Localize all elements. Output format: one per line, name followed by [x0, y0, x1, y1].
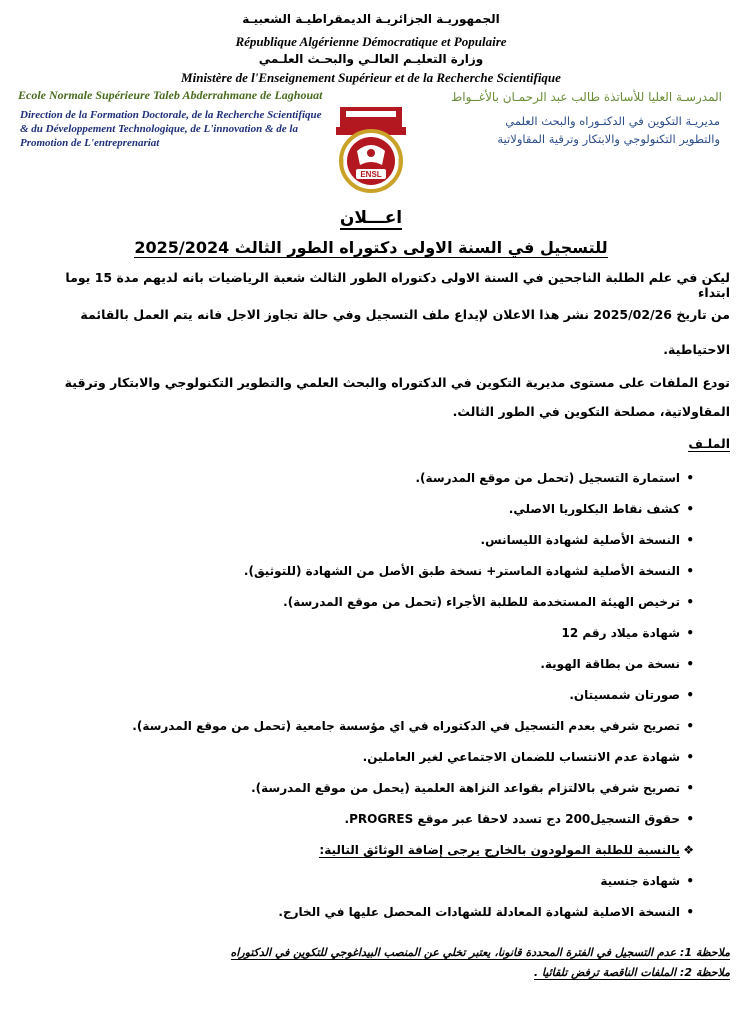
list-item: • تصريح شرفي بعدم التسجيل في الدكتوراه في اي مؤسسة جامعية (تحمل من موقع المدرسة). — [54, 711, 694, 742]
list-item: • شهادة عدم الانتساب للضمان الاجتماعي لغير العاملين. — [54, 742, 694, 773]
bullet-icon: • — [686, 750, 694, 764]
bullet-icon: • — [686, 781, 694, 795]
direction-fr: Direction de la Formation Doctorale, de la Recherche Scientifique & du Développement Technologique, de L'innovation & de la Promotion de L'entreprenariat — [20, 109, 322, 149]
bullet-icon: • — [686, 874, 694, 888]
paragraph-2-line-1: تودع الملفات على مستوى مديرية التكوين في الدكتوراه والبحث العلمي والتطوير التكنولوجي والابتكار وترقية — [64, 375, 730, 390]
bullet-icon: • — [686, 564, 694, 578]
ministry-fr: Ministère de l'Enseignement Supérieur et de la Recherche Scientifique — [181, 70, 561, 85]
abroad-heading: ❖ بالنسبة للطلبة المولودون بالخارج يرجى إضافة الوثائق التالية: — [54, 835, 694, 866]
list-item: • كشف نقاط البكلوريا الاصلي. — [54, 494, 694, 525]
note-2: ملاحظة 2: الملفات الناقصة ترفض تلقائيا . — [533, 966, 730, 979]
bullet-icon: • — [686, 533, 694, 547]
ensl-seal-icon — [332, 105, 410, 197]
republic-ar: الجمهوريـة الجزائريـة الديمقراطيـة الشعبيـة — [242, 12, 500, 26]
list-item: • تصريح شرفي بالالتزام بقواعد النزاهة العلمية (يحمل من موقع المدرسة). — [54, 773, 694, 804]
list-item: • حقوق التسجيل200 دج تسدد لاحقا عبر موقع PROGRES. — [54, 804, 694, 835]
announcement-subtitle: للتسجيل في السنة الاولى دكتوراه الطور الثالث 2025/2024 — [134, 238, 608, 257]
list-item: • ترخيص الهيئة المستخدمة للطلبة الأجراء (تحمل من موقع المدرسة). — [54, 587, 694, 618]
announcement-title: اعـــلان — [339, 208, 403, 228]
paragraph-1-line-2: من تاريخ 2025/02/26 نشر هذا الاعلان لإيداع ملف التسجيل وفي حالة تجاوز الاجل فانه يتم العمل بالقائمة — [80, 307, 730, 322]
direction-ar-line2: والتطوير التكنولوجي والابتكار وترقية المقاولاتية — [497, 132, 720, 146]
direction-ar-line1: مديريـة التكوين في الدكتـوراه والبحث العلمي — [505, 114, 720, 128]
list-item: • شهادة جنسية — [54, 866, 694, 897]
school-name-fr: Ecole Normale Supérieure Taleb Abderrahmane de Laghouat — [18, 88, 323, 102]
bullet-icon: • — [686, 657, 694, 671]
bullet-icon: • — [686, 905, 694, 919]
paragraph-1-line-3: الاحتياطية. — [663, 342, 730, 357]
list-item: • النسخة الأصلية لشهادة الماستر+ نسخة طبق الأصل من الشهادة (للتوثيق). — [54, 556, 694, 587]
list-item: • نسخة من بطاقة الهوية. — [54, 649, 694, 680]
school-name-ar: المدرسـة العليا للأساتذة طالب عبد الرحمـان بالأغــواط — [451, 90, 722, 104]
paragraph-2-line-2: المقاولاتية، مصلحة التكوين في الطور الثالث. — [452, 404, 730, 419]
ministry-ar: وزارة التعليـم العالـي والبحـث العلـمي — [258, 52, 484, 66]
bullet-icon: • — [686, 595, 694, 609]
bullet-icon: • — [686, 688, 694, 702]
list-item: • النسخة الاصلية لشهادة المعادلة للشهادات المحصل عليها في الخارج. — [54, 897, 694, 928]
direction-ar — [430, 112, 720, 148]
list-item: • صورتان شمسيتان. — [54, 680, 694, 711]
note-1: ملاحظة 1: عدم التسجيل في الفترة المحددة قانونا، يعتبر تخلي عن المنصب البيداغوجي للتكوين في الدكتوراه — [230, 946, 730, 959]
school-logo — [332, 105, 410, 197]
bullet-icon: • — [686, 719, 694, 733]
diamond-bullet-icon: ❖ — [683, 843, 694, 857]
list-item: • شهادة ميلاد رقم 12 — [54, 618, 694, 649]
bullet-icon: • — [686, 812, 694, 826]
list-item: • النسخة الأصلية لشهادة الليسانس. — [54, 525, 694, 556]
paragraph-1-line-1: ليكن في علم الطلبة الناجحين في السنة الاولى دكتوراه الطور الثالث شعبة الرياضيات بانه لديهم مدة 15 يوما ابتداء — [65, 270, 730, 300]
logo-text: ENSL — [360, 170, 382, 179]
bullet-icon: • — [686, 471, 694, 485]
republic-fr: République Algérienne Démocratique et Populaire — [235, 34, 507, 49]
file-heading: الملـف — [688, 436, 730, 451]
bullet-icon: • — [686, 626, 694, 640]
list-item: • استمارة التسجيل (تحمل من موقع المدرسة). — [54, 463, 694, 494]
documents-list — [54, 463, 694, 928]
bullet-icon: • — [686, 502, 694, 516]
